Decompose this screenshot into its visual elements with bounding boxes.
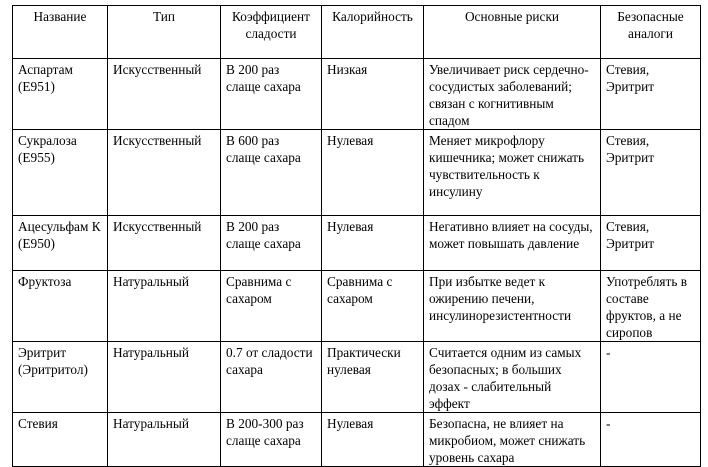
table-row bbox=[13, 342, 701, 413]
cell-calories: Нулевая bbox=[322, 216, 424, 271]
cell-calories: Нулевая bbox=[322, 413, 424, 467]
table-row bbox=[13, 216, 701, 271]
cell-alternatives: Стевия, Эритрит bbox=[601, 216, 701, 271]
header-calories: Калорийность bbox=[322, 6, 424, 59]
cell-type: Натуральный bbox=[108, 271, 221, 342]
header-type: Тип bbox=[108, 6, 221, 59]
sweeteners-table bbox=[12, 5, 701, 467]
header-name: Название bbox=[13, 6, 108, 59]
cell-sweetness: В 200-300 раз слаще сахара bbox=[221, 413, 322, 467]
table-row bbox=[13, 271, 701, 342]
cell-type: Искусственный bbox=[108, 130, 221, 216]
cell-name: Ацесульфам К (Е950) bbox=[13, 216, 108, 271]
cell-sweetness: В 200 раз слаще сахара bbox=[221, 59, 322, 130]
cell-type: Натуральный bbox=[108, 342, 221, 413]
cell-risks: Считается одним из самых безопасных; в больших дозах - слабительный эффект bbox=[424, 342, 601, 413]
table-row bbox=[13, 59, 701, 130]
cell-sweetness: 0.7 от сладости сахара bbox=[221, 342, 322, 413]
cell-risks: Меняет микрофлору кишечника; может снижать чувствительность к инсулину bbox=[424, 130, 601, 216]
cell-type: Искусственный bbox=[108, 59, 221, 130]
cell-calories: Нулевая bbox=[322, 130, 424, 216]
cell-calories: Сравнима с сахаром bbox=[322, 271, 424, 342]
cell-alternatives: Стевия, Эритрит bbox=[601, 59, 701, 130]
cell-type: Натуральный bbox=[108, 413, 221, 467]
cell-alternatives: - bbox=[601, 413, 701, 467]
header-risks: Основные риски bbox=[424, 6, 601, 59]
cell-alternatives: Употреблять в составе фруктов, а не сиропов bbox=[601, 271, 701, 342]
cell-risks: Безопасна, не влияет на микробиом, может снижать уровень сахара bbox=[424, 413, 601, 467]
header-sweetness: Коэффициент сладости bbox=[221, 6, 322, 59]
cell-alternatives: - bbox=[601, 342, 701, 413]
cell-risks: Негативно влияет на сосуды, может повышать давление bbox=[424, 216, 601, 271]
cell-type: Искусственный bbox=[108, 216, 221, 271]
cell-calories: Низкая bbox=[322, 59, 424, 130]
cell-risks: Увеличивает риск сердечно-сосудистых заболеваний; связан с когнитивным спадом bbox=[424, 59, 601, 130]
cell-sweetness: В 600 раз слаще сахара bbox=[221, 130, 322, 216]
table-row bbox=[13, 130, 701, 216]
cell-sweetness: В 200 раз слаще сахара bbox=[221, 216, 322, 271]
cell-name: Эритрит (Эритритол) bbox=[13, 342, 108, 413]
header-row bbox=[13, 6, 701, 59]
table-row bbox=[13, 413, 701, 467]
cell-name: Сукралоза (Е955) bbox=[13, 130, 108, 216]
cell-risks: При избытке ведет к ожирению печени, инсулинорезистентности bbox=[424, 271, 601, 342]
cell-calories: Практически нулевая bbox=[322, 342, 424, 413]
header-alternatives: Безопасные аналоги bbox=[601, 6, 701, 59]
cell-name: Стевия bbox=[13, 413, 108, 467]
cell-name: Фруктоза bbox=[13, 271, 108, 342]
cell-sweetness: Сравнима с сахаром bbox=[221, 271, 322, 342]
cell-name: Аспартам (Е951) bbox=[13, 59, 108, 130]
cell-alternatives: Стевия, Эритрит bbox=[601, 130, 701, 216]
